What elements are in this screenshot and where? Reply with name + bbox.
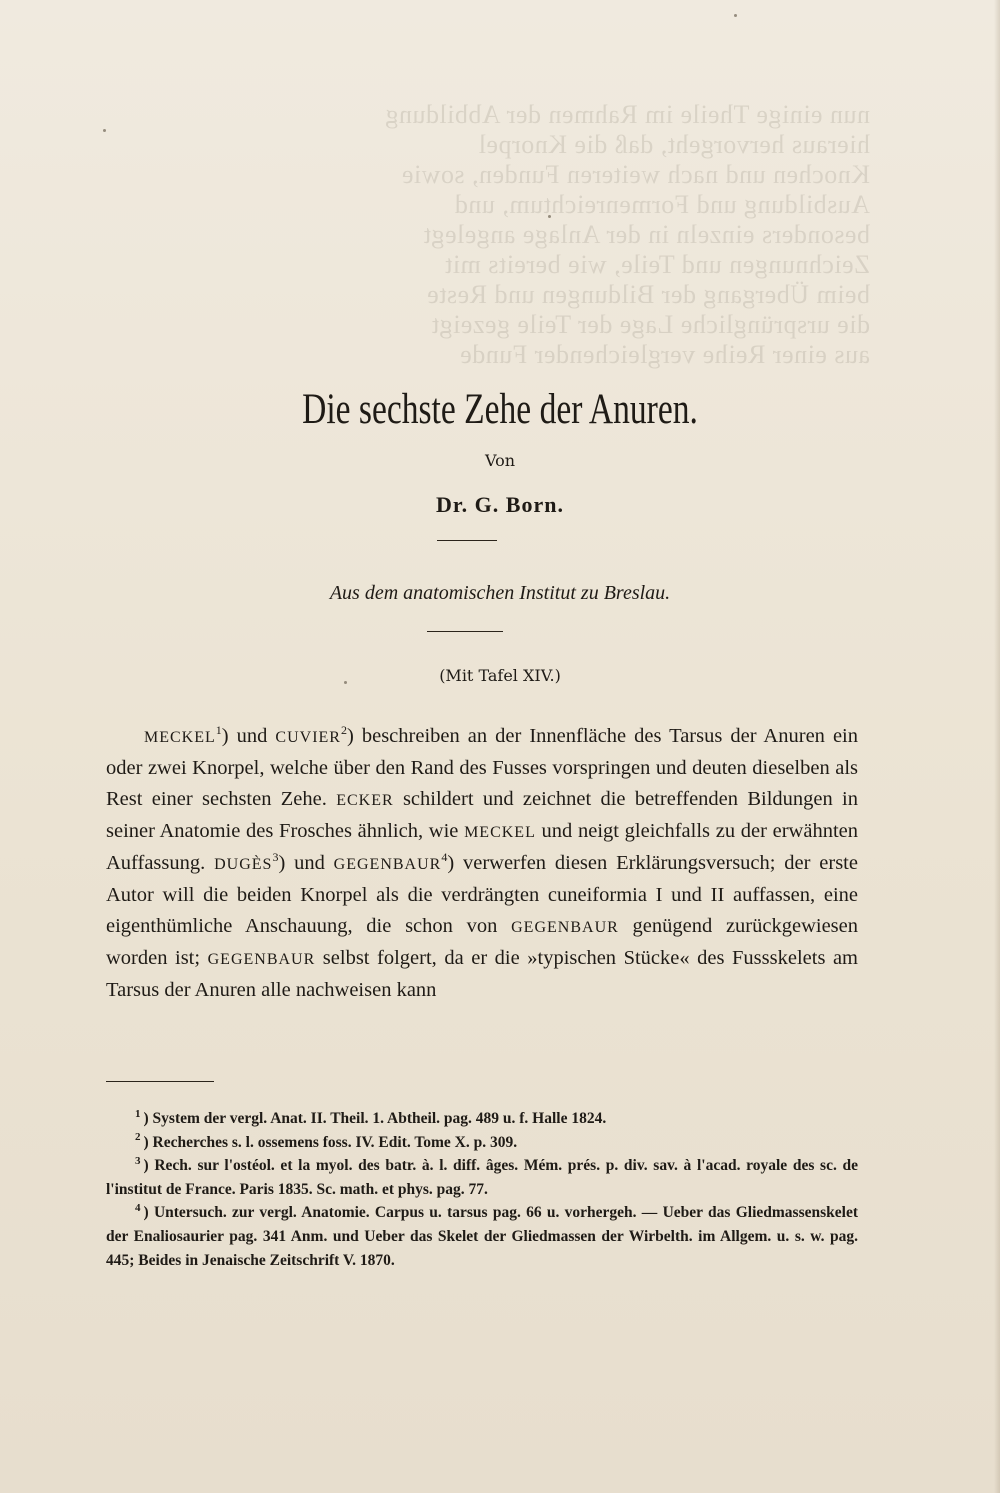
footnote-ref: 3 — [272, 850, 279, 865]
body-text-run: ) und — [278, 852, 334, 875]
body-text-run: genügend zurückgewiesen worden ist; — [106, 914, 859, 970]
institute-divider — [427, 631, 503, 632]
author-citation: MECKEL — [464, 823, 536, 841]
footnote-marker: 1 — [135, 1107, 141, 1120]
plate-note: (Mit Tafel XIV.) — [439, 666, 561, 685]
body-text-run: ) beschreiben an der Innenfläche des Tarsus der Anuren ein oder zwei Knorpel, welche über den Rand des Fusses vorspringen und deuten dieselben als Rest einer sechsten Zehe. — [106, 725, 858, 810]
institute-note: Aus dem anatomischen Institut zu Breslau. — [329, 582, 671, 604]
author-citation: CUVIER — [275, 729, 341, 746]
footnote-item — [106, 1131, 858, 1155]
body-text-run: ) und — [221, 725, 276, 747]
body-text-run: selbst folgert, da er die »typischen Stücke« des Fussskelets am Tarsus der Anuren alle nachweisen kann — [106, 947, 858, 1002]
footnotes — [106, 1107, 858, 1272]
author-citation: ECKER — [336, 791, 394, 809]
author-name: Dr. G. Born. — [436, 492, 564, 517]
by-line-label: Von — [484, 451, 516, 470]
body-text-run: und neigt gleichfalls zu der erwähnten Auffassung. — [106, 819, 858, 875]
footnote-ref: 1 — [215, 723, 222, 738]
footnote-text: ) Rech. sur l'ostéol. et la myol. des batr. à. l. diff. âges. Mém. prés. p. div. sav. à l'acad. royale des sc. de l'institut de France. Paris 1835. Sc. math. et phys. pag. 77. — [106, 1157, 858, 1198]
footnote-text: ) System der vergl. Anat. II. Theil. 1. Abtheil. pag. 489 u. f. Halle 1824. — [143, 1110, 607, 1127]
footnote-ref: 4 — [441, 850, 448, 865]
footnote-ref: 2 — [340, 723, 347, 738]
body-text-run: schildert und zeichnet die betreffenden Bildungen in seiner Anatomie des Frosches ähnlich, wie — [106, 787, 858, 842]
footnote-marker: 4 — [135, 1202, 141, 1215]
body-text-run: ) verwerfen diesen Erklärungsversuch; der erste Autor will die beiden Knorpel als die verdrängten cuneiformia I und II auffassen, eine eigenthümliche Anschauung, die schon von — [106, 852, 858, 937]
paper-speck — [734, 14, 737, 17]
footnote-item — [106, 1201, 858, 1272]
author-citation: DUGÈS — [214, 856, 273, 874]
footnote-item — [106, 1154, 858, 1201]
article-title: Die sechste Zehe der Anuren. — [302, 386, 698, 433]
author-citation: GEGENBAUR — [207, 951, 316, 969]
author-citation: GEGENBAUR — [333, 856, 442, 874]
footnote-text: ) Recherches s. l. ossemens foss. IV. Edit. Tome X. p. 309. — [143, 1133, 518, 1151]
paper-speck — [103, 129, 106, 132]
footnote-marker: 3 — [135, 1155, 141, 1168]
footnote-marker: 2 — [135, 1131, 141, 1144]
author-citation: GEGENBAUR — [511, 918, 619, 936]
footnote-text: ) Untersuch. zur vergl. Anatomie. Carpus u. tarsus pag. 66 u. vorhergeh. — Ueber das Gliedmassenskelet der Enaliosaurier pag. 341 Anm. und Ueber das Skelet der Gliedmassen der Wirbelth. im Allgem. u. s. w. pag. 445; Beides in Jenaische Zeitschrift V. 1870. — [106, 1204, 858, 1269]
paper-speck — [548, 215, 551, 218]
page-edge-shadow — [994, 0, 1000, 1493]
footnote-item — [106, 1107, 858, 1131]
title-divider — [437, 540, 497, 541]
author-citation: MECKEL — [144, 729, 216, 746]
footnote-divider — [106, 1081, 214, 1082]
bleed-through-texture: nun einige Theile im Rahmen der Abbildung hieraus hervorgeht, daß die Knorpel Knochen und nach weiteren Funden, sowie Ausbildung und Formenreichtum, und besonders einzeln in der Anlage angelegt Zeichnungen und Teile, wie bereits mit beim Übergang der Bildungen und Reste die ursprüngliche Lage der Teile gezeigt aus einer Reihe vergleichender Funde — [384, 100, 870, 369]
body-paragraph — [106, 721, 858, 1006]
